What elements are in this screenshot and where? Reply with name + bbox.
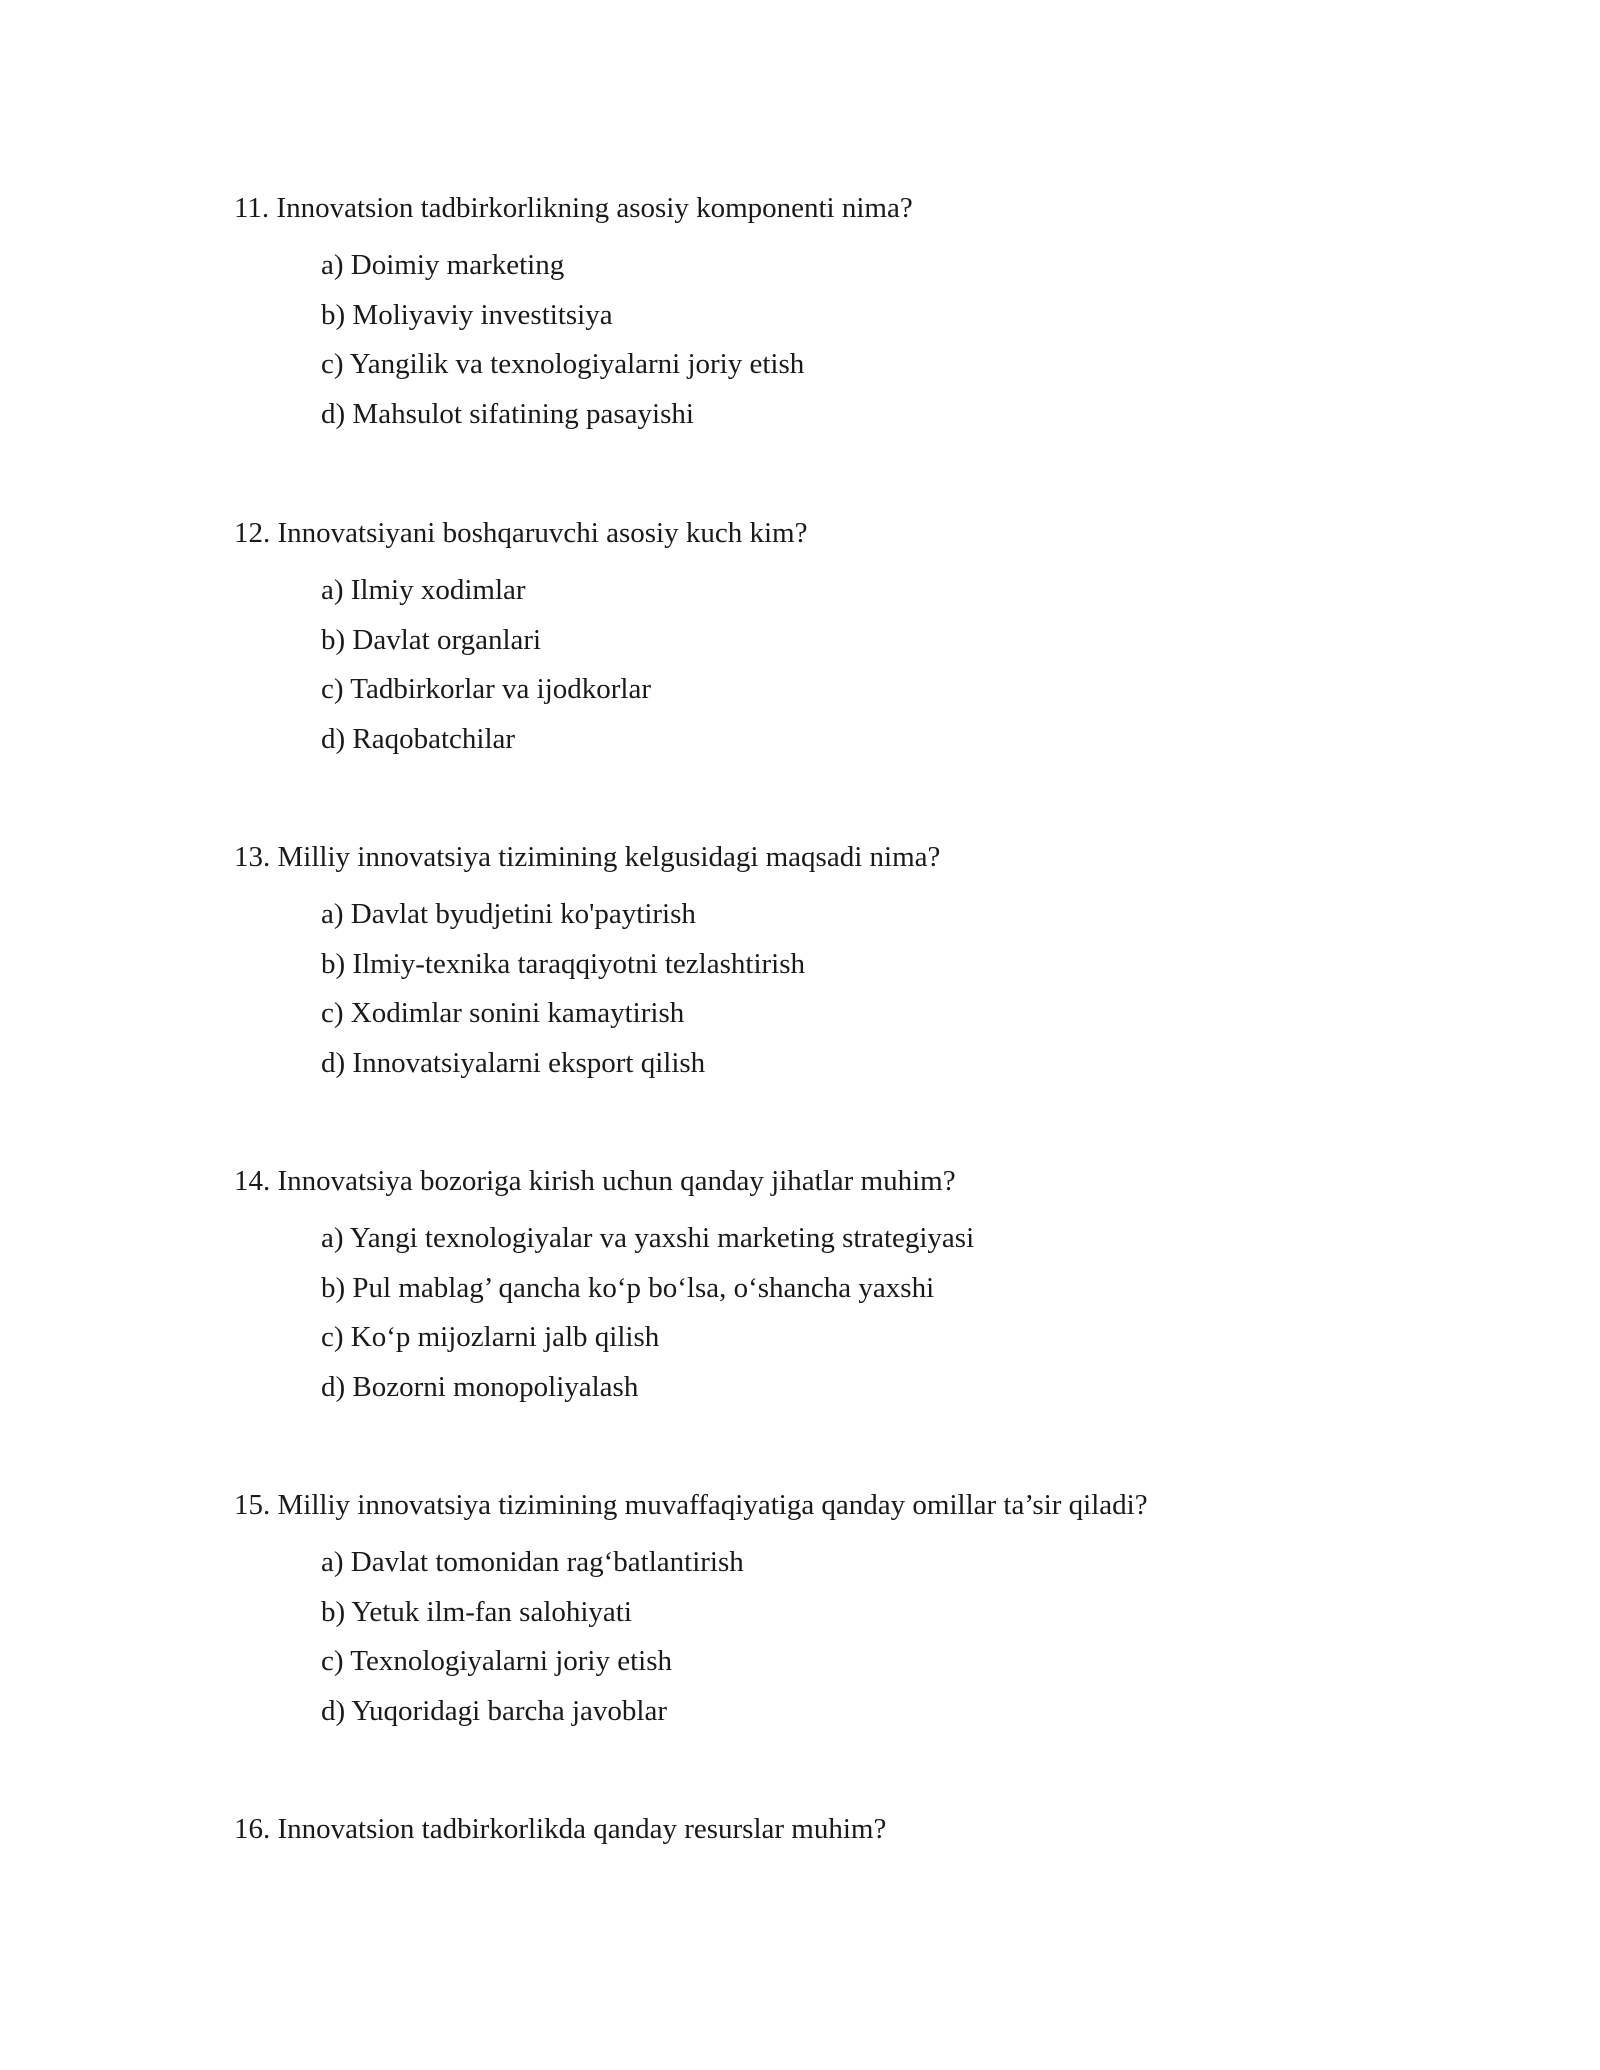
answer-option-a: a) Ilmiy xodimlar — [321, 574, 526, 606]
question-block-12 — [234, 513, 1434, 768]
answer-option-a: a) Yangi texnologiyalar va yaxshi marketing strategiyasi — [321, 1222, 975, 1254]
answer-option-b: b) Yetuk ilm-fan salohiyati — [321, 1595, 632, 1628]
answer-option-d: d) Raqobatchilar — [321, 722, 516, 755]
answer-option-b: b) Pul mablag’ qancha ko‘p bo‘lsa, o‘shancha yaxshi — [321, 1271, 935, 1304]
answer-option-a: a) Doimiy marketing — [321, 249, 565, 281]
question-block-11 — [234, 188, 1434, 443]
answer-option-b: b) Moliyaviy investitsiya — [321, 298, 613, 331]
answer-options — [234, 1542, 1434, 1740]
question-block-16 — [234, 1809, 1434, 1849]
answer-option-c: c) Ko‘p mijozlarni jalb qilish — [321, 1321, 660, 1353]
answer-option-a: a) Davlat tomonidan rag‘batlantirish — [321, 1546, 744, 1578]
answer-option-d: d) Bozorni monopoliyalash — [321, 1370, 639, 1403]
answer-option-c: c) Xodimlar sonini kamaytirish — [321, 997, 685, 1029]
question-block-15 — [234, 1485, 1434, 1740]
question-text: 12. Innovatsiyani boshqaruvchi asosiy kuch kim? — [234, 517, 808, 549]
question-text: 15. Milliy innovatsiya tizimining muvaffaqiyatiga qanday omillar ta’sir qiladi? — [234, 1489, 1148, 1521]
question-block-14 — [234, 1161, 1434, 1416]
answer-option-d: d) Yuqoridagi barcha javoblar — [321, 1694, 667, 1727]
question-text: 14. Innovatsiya bozoriga kirish uchun qanday jihatlar muhim? — [234, 1165, 956, 1197]
question-block-13 — [234, 837, 1434, 1092]
answer-options — [234, 245, 1434, 443]
answer-option-c: c) Yangilik va texnologiyalarni joriy etish — [321, 348, 805, 380]
answer-option-a: a) Davlat byudjetini ko'paytirish — [321, 898, 696, 930]
answer-option-c: c) Tadbirkorlar va ijodkorlar — [321, 673, 652, 705]
question-text: 16. Innovatsion tadbirkorlikda qanday resurslar muhim? — [234, 1813, 887, 1845]
answer-option-c: c) Texnologiyalarni joriy etish — [321, 1645, 672, 1677]
answer-options — [234, 570, 1434, 768]
question-text: 11. Innovatsion tadbirkorlikning asosiy komponenti nima? — [234, 192, 913, 224]
answer-option-d: d) Mahsulot sifatining pasayishi — [321, 397, 694, 430]
answer-option-b: b) Davlat organlari — [321, 623, 542, 656]
answer-options — [234, 1218, 1434, 1416]
answer-option-b: b) Ilmiy-texnika taraqqiyotni tezlashtirish — [321, 947, 806, 980]
answer-options — [234, 894, 1434, 1092]
question-text: 13. Milliy innovatsiya tizimining kelgusidagi maqsadi nima? — [234, 841, 941, 873]
answer-option-d: d) Innovatsiyalarni eksport qilish — [321, 1046, 706, 1079]
